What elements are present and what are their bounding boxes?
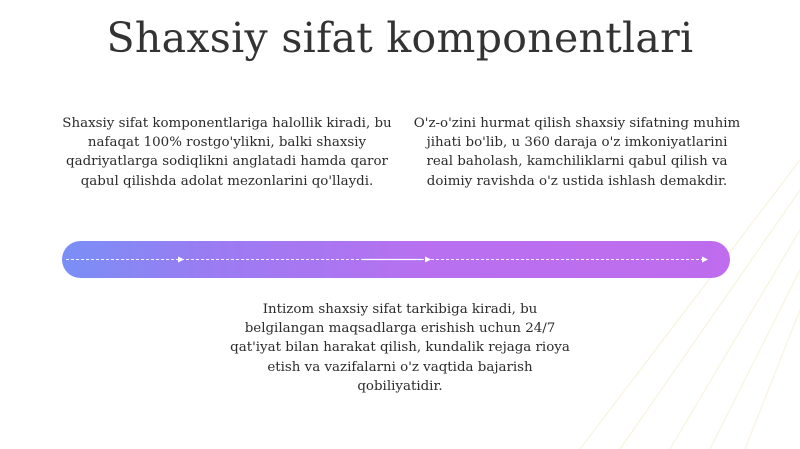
background-rays [560, 150, 800, 449]
text-block-honesty: Shaxsiy sifat komponentlariga halollik kiradi, bu nafaqat 100% rostgo'ylikni, balki shaxsiy qadriyatlarga sodiqlikni anglatadi hamda qaror qabul qilishda adolat mezonlarini qo'llaydi. [62, 116, 392, 189]
page-title: Shaxsiy sifat komponentlari [106, 14, 694, 62]
arrow-icon [178, 257, 184, 263]
text-block-self-respect: O'z-o'zini hurmat qilish shaxsiy sifatning muhim jihati bo'lib, u 360 daraja o'z imkoniyatlarini real baholash, kamchiliklarni qabul qilish va doimiy ravishda o'z ustida ishlash demakdir. [413, 116, 741, 189]
arrow-icon [702, 257, 708, 263]
timeline-arrows [62, 241, 730, 278]
text-block-discipline: Intizom shaxsiy sifat tarkibiga kiradi, bu belgilangan maqsadlarga erishish uchun 24/7 qat'iyat bilan harakat qilish, kundalik rejaga rioya etish va vazifalarni o'z vaqtida bajarish qobiliyatidir. [230, 302, 570, 394]
timeline-bar [62, 241, 730, 278]
arrow-icon [425, 257, 431, 263]
